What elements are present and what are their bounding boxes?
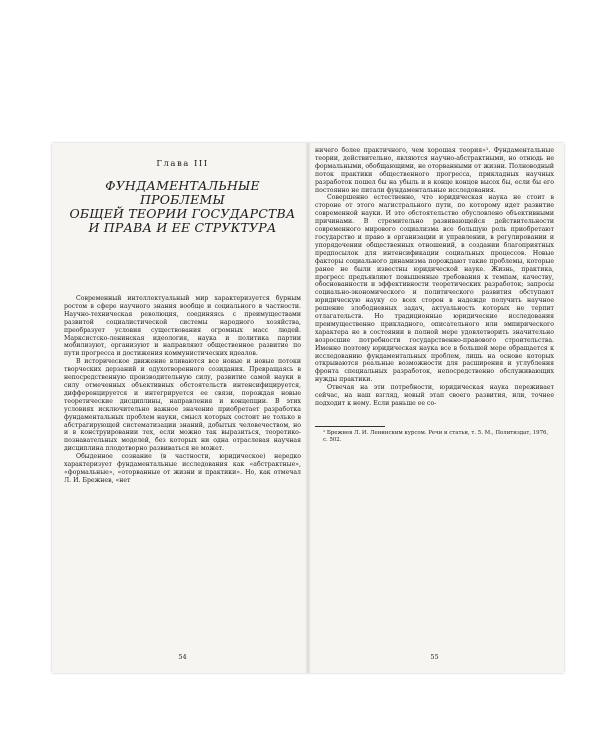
paragraph: ничего более практичного, чем хорошая теория»¹. Фундаментальные теории, действительно, являются научно-абстрактными, но отнюдь не формальными, обобщающими, не оторванными от жизни. Полноводный поток практики общественного прогресса, прикладных научных разработок пошел бы на убыль и в конце концов высох бы, если бы его постоянно не питали фундаментальные исследования. (315, 147, 554, 194)
book-spread (52, 143, 564, 673)
footnote: ¹ Брежнев Л. И. Ленинским курсом. Речи и статьи, т. 5. М., Политиздат, 1976, с. 502. (323, 429, 549, 443)
chapter-title (64, 179, 301, 235)
paragraph: Совершенно естественно, что юридическая наука не стоит в стороне от этого магистрального пути, по которому идет развитие современной науки. И это обстоятельство обусловлено объективными причинами. В стремительно развивающейся действительности современного мирового социализма все большую роль приобретают государство и право в организации и управлении, в регулировании и упорядочении общественных отношений, в создании благоприятных предпосылок для интенсификации социальных процессов. Новые факторы социального динамизма порождают такие проблемы, которые ранее не были известны юридической науке. Жизнь, практика, прогресс предъявляют повышенные требования к темпам, качеству, обоснованности и эффективности теоретических разработок; запросы социально-экономического и политического развития обступают юридическую науку со всех сторон в надежде получить научное решение злободневных задач, актуальность которых не терпит отлагательств. Но традиционные юридические исследования преимущественно прикладного, описательного или эмпирического характера не в состоянии в полной мере удовлетворить значительно возросшие потребности государственно-правового строительства. Именно поэтому юридическая наука все в большей мере обращается к исследованию фундаментальных проблем, лишь на основе которых открываются реальные возможности для расширения и углубления фронта специальных разработок, непосредственно обслуживающих нужды практики. (315, 194, 554, 384)
right-page (315, 147, 554, 667)
page-number: 54 (178, 653, 187, 661)
paragraph: Обыденное сознание (в частности, юридическое) нередко характеризует фундаментальные исследования как «абстрактные», «формальные», «оторванные от жизни и практики». Но, как отмечал Л. И. Брежнев, «нет (64, 453, 301, 484)
book-gutter (305, 143, 311, 673)
chapter-title-line: ОБЩЕЙ ТЕОРИИ ГОСУДАРСТВА (69, 206, 296, 221)
left-body-text (64, 295, 301, 485)
page-number: 55 (430, 653, 439, 661)
chapter-label: Глава III (156, 159, 209, 169)
footnote-divider (315, 426, 385, 427)
paragraph: Отвечая на эти потребности, юридическая наука переживает сейчас, на наш взгляд, новый этап своего развития, или, точнее подходит к нему. Если раньше ее со- (315, 384, 554, 407)
paragraph: В историческое движение вливаются все новые и новые потоки творческих дерзаний и одухотворенного созидания. Превращаясь в непосредственную производительную силу, развитие самой науки в силу отмеченных объективных обстоятельств интенсифицируется, дифференцируется и интегрируется ее связи, порождая новые теоретические дисциплины, направления и концепции. В этих условиях исключительно важное значение приобретает разработка фундаментальных проблем науки, смысл которых состоит не только в абстрагирующей систематизации знаний, добытых человечеством, но и в конструировании тех, если можно так выразиться, теоретико-познавательных моделей, без которых ни одна отраслевая научная дисциплина плодотворно развиваться не может. (64, 358, 301, 453)
right-body-text (315, 147, 554, 408)
chapter-title-line: И ПРАВА И ЕЕ СТРУКТУРА (88, 220, 277, 235)
paragraph: Современный интеллектуальный мир характеризуется бурным ростом в сфере научного знания вообще и социального в частности. Научно-техническая революция, соединяясь с преимуществами развитой социалистической системы народного хозяйства, преобразует условия существования огромных масс людей. Марксистско-ленинская идеология, наука и политика партии мобилизуют, организуют и направляют общественное развитие по пути прогресса и достижения коммунистических идеалов. (64, 295, 301, 358)
chapter-title-line: ФУНДАМЕНТАЛЬНЫЕ ПРОБЛЕМЫ (105, 178, 260, 207)
left-page (64, 147, 301, 667)
